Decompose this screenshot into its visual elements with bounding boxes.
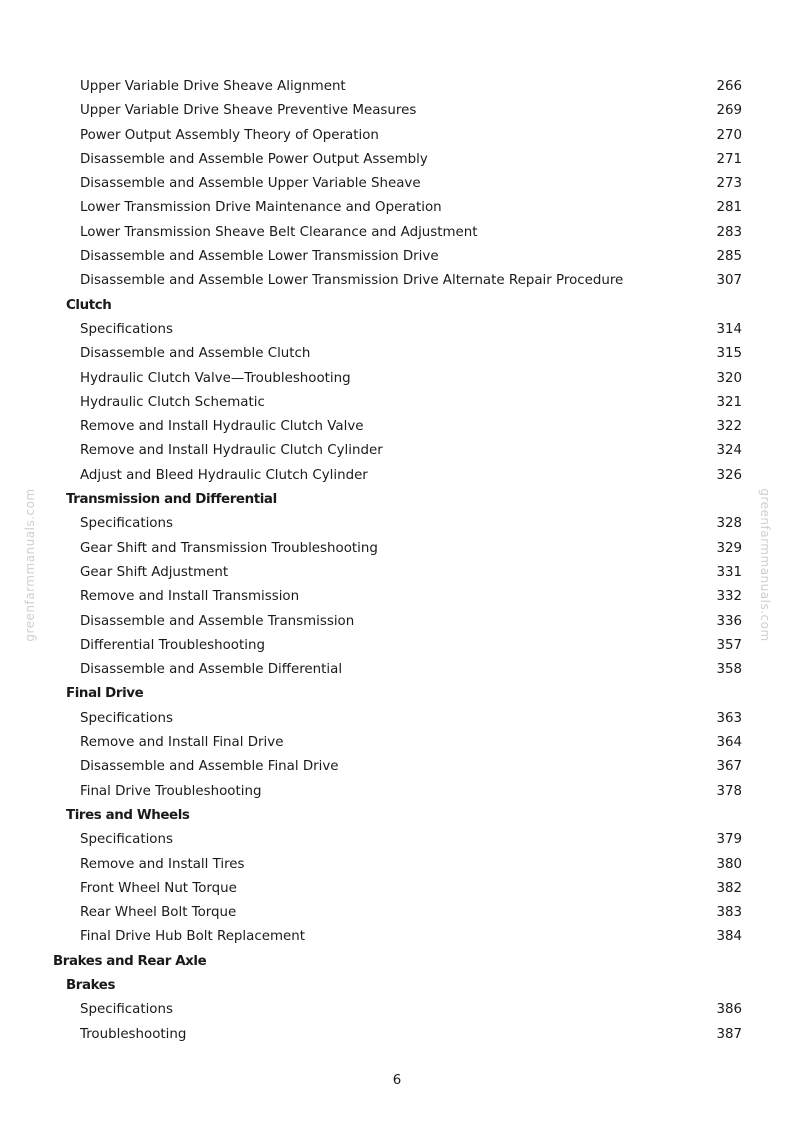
toc-entry-title: Disassemble and Assemble Final Drive	[80, 759, 339, 775]
toc-entry-title: Disassemble and Assemble Lower Transmission Drive	[80, 249, 439, 265]
toc-entry-page-number: 386	[716, 1002, 742, 1018]
toc-entry[interactable]	[0, 439, 794, 463]
toc-entry[interactable]	[0, 755, 794, 779]
toc-entry-page-number: 384	[716, 929, 742, 945]
toc-entry-title: Disassemble and Assemble Differential	[80, 662, 343, 678]
toc-entry-title: Brakes	[66, 977, 116, 993]
toc-entry-title: Remove and Install Hydraulic Clutch Valve	[80, 419, 364, 435]
table-of-contents	[0, 75, 794, 1047]
toc-entry-title: Hydraulic Clutch Valve—Troubleshooting	[80, 370, 351, 386]
toc-entry-page-number: 382	[716, 880, 742, 896]
toc-entry-page-number: 379	[716, 832, 742, 848]
watermark-right: greenfarmmanuals.com	[758, 488, 772, 642]
toc-entry-page-number: 283	[716, 224, 742, 240]
toc-entry-page-number: 364	[716, 735, 742, 751]
toc-entry[interactable]	[0, 901, 794, 925]
toc-entry[interactable]	[0, 124, 794, 148]
toc-entry[interactable]	[0, 561, 794, 585]
toc-entry-title: Disassemble and Assemble Clutch	[80, 346, 311, 362]
toc-entry[interactable]	[0, 925, 794, 949]
toc-entry-title: Specifications	[80, 1002, 173, 1018]
toc-entry[interactable]	[0, 998, 794, 1022]
toc-entry-title: Tires and Wheels	[66, 807, 190, 823]
toc-entry[interactable]	[0, 512, 794, 536]
toc-entry-title: Remove and Install Tires	[80, 856, 245, 872]
toc-entry-page-number: 320	[716, 370, 742, 386]
toc-entry-page-number: 273	[716, 176, 742, 192]
toc-entry-title: Specifications	[80, 321, 173, 337]
toc-entry-title: Disassemble and Assemble Upper Variable Sheave	[80, 176, 421, 192]
toc-entry[interactable]	[0, 75, 794, 99]
toc-entry[interactable]	[0, 585, 794, 609]
toc-entry[interactable]	[0, 415, 794, 439]
toc-entry-page-number: 329	[716, 540, 742, 556]
toc-entry-title: Upper Variable Drive Sheave Alignment	[80, 79, 346, 94]
toc-entry-title: Remove and Install Final Drive	[80, 735, 284, 751]
toc-chapter-heading[interactable]	[0, 804, 794, 828]
watermark-left: greenfarmmanuals.com	[23, 488, 37, 642]
toc-entry-title: Final Drive Troubleshooting	[80, 783, 262, 799]
toc-entry-page-number: 307	[716, 273, 742, 289]
toc-entry[interactable]	[0, 367, 794, 391]
toc-entry-title: Remove and Install Transmission	[80, 589, 300, 605]
toc-entry-title: Transmission and Differential	[66, 492, 277, 508]
toc-entry[interactable]	[0, 269, 794, 293]
toc-entry[interactable]	[0, 780, 794, 804]
toc-entry[interactable]	[0, 172, 794, 196]
toc-entry-title: Disassemble and Assemble Power Output Assembly	[80, 151, 428, 167]
toc-entry-title: Adjust and Bleed Hydraulic Clutch Cylinder	[80, 467, 368, 483]
page-number: 6	[392, 1073, 402, 1088]
toc-entry-title: Front Wheel Nut Torque	[80, 880, 237, 896]
toc-entry[interactable]	[0, 537, 794, 561]
toc-entry-page-number: 270	[716, 127, 742, 143]
toc-entry[interactable]	[0, 245, 794, 269]
toc-entry-title: Disassemble and Assemble Transmission	[80, 613, 355, 629]
toc-entry[interactable]	[0, 828, 794, 852]
toc-entry-title: Hydraulic Clutch Schematic	[80, 394, 265, 410]
toc-entry-page-number: 336	[716, 613, 742, 629]
toc-entry-title: Remove and Install Hydraulic Clutch Cylinder	[80, 443, 383, 459]
toc-entry[interactable]	[0, 877, 794, 901]
toc-entry[interactable]	[0, 318, 794, 342]
toc-entry-page-number: 315	[716, 346, 742, 362]
toc-section-heading[interactable]	[0, 950, 794, 974]
toc-entry[interactable]	[0, 148, 794, 172]
toc-entry-title: Gear Shift and Transmission Troubleshooting	[80, 540, 378, 556]
toc-entry[interactable]	[0, 707, 794, 731]
toc-entry-page-number: 266	[716, 79, 742, 94]
toc-entry[interactable]	[0, 342, 794, 366]
toc-entry-title: Lower Transmission Drive Maintenance and Operation	[80, 200, 442, 216]
toc-entry[interactable]	[0, 391, 794, 415]
toc-entry-page-number: 367	[716, 759, 742, 775]
toc-chapter-heading[interactable]	[0, 974, 794, 998]
toc-entry-title: Troubleshooting	[80, 1026, 187, 1042]
toc-entry-page-number: 314	[716, 321, 742, 337]
toc-entry-page-number: 363	[716, 710, 742, 726]
toc-entry-title: Specifications	[80, 516, 173, 532]
toc-entry-page-number: 332	[716, 589, 742, 605]
toc-entry-page-number: 383	[716, 905, 742, 921]
toc-entry-page-number: 322	[716, 419, 742, 435]
toc-entry-title: Brakes and Rear Axle	[53, 953, 207, 969]
toc-entry[interactable]	[0, 634, 794, 658]
toc-chapter-heading[interactable]	[0, 682, 794, 706]
toc-entry[interactable]	[0, 464, 794, 488]
toc-entry-title: Final Drive Hub Bolt Replacement	[80, 929, 305, 945]
toc-entry-title: Specifications	[80, 832, 173, 848]
toc-entry-page-number: 358	[716, 662, 742, 678]
toc-chapter-heading[interactable]	[0, 294, 794, 318]
toc-entry-title: Power Output Assembly Theory of Operation	[80, 127, 379, 143]
toc-entry-page-number: 271	[716, 151, 742, 167]
toc-entry-page-number: 269	[716, 103, 742, 119]
toc-entry-title: Disassemble and Assemble Lower Transmission Drive Alternate Repair Procedure	[80, 273, 624, 289]
toc-entry-page-number: 328	[716, 516, 742, 532]
toc-entry-page-number: 387	[716, 1026, 742, 1042]
toc-entry[interactable]	[0, 221, 794, 245]
toc-entry[interactable]	[0, 731, 794, 755]
toc-entry[interactable]	[0, 658, 794, 682]
toc-entry[interactable]	[0, 610, 794, 634]
toc-entry-title: Differential Troubleshooting	[80, 637, 265, 653]
toc-entry-page-number: 324	[716, 443, 742, 459]
toc-entry-title: Rear Wheel Bolt Torque	[80, 905, 237, 921]
toc-entry-page-number: 331	[716, 564, 742, 580]
toc-entry-title: Gear Shift Adjustment	[80, 564, 229, 580]
toc-entry-page-number: 326	[716, 467, 742, 483]
toc-entry-title: Specifications	[80, 710, 173, 726]
toc-entry-page-number: 321	[716, 394, 742, 410]
toc-entry-title: Final Drive	[66, 686, 144, 702]
toc-entry[interactable]	[0, 99, 794, 123]
toc-entry-page-number: 285	[716, 249, 742, 265]
toc-entry-page-number: 380	[716, 856, 742, 872]
toc-entry[interactable]	[0, 853, 794, 877]
toc-entry-title: Lower Transmission Sheave Belt Clearance and Adjustment	[80, 224, 478, 240]
toc-entry-page-number: 281	[716, 200, 742, 216]
toc-entry[interactable]	[0, 196, 794, 220]
toc-entry-title: Upper Variable Drive Sheave Preventive Measures	[80, 103, 417, 119]
toc-entry-title: Clutch	[66, 297, 112, 313]
toc-chapter-heading[interactable]	[0, 488, 794, 512]
toc-entry-page-number: 357	[716, 637, 742, 653]
toc-entry-page-number: 378	[716, 783, 742, 799]
toc-entry[interactable]	[0, 1023, 794, 1047]
